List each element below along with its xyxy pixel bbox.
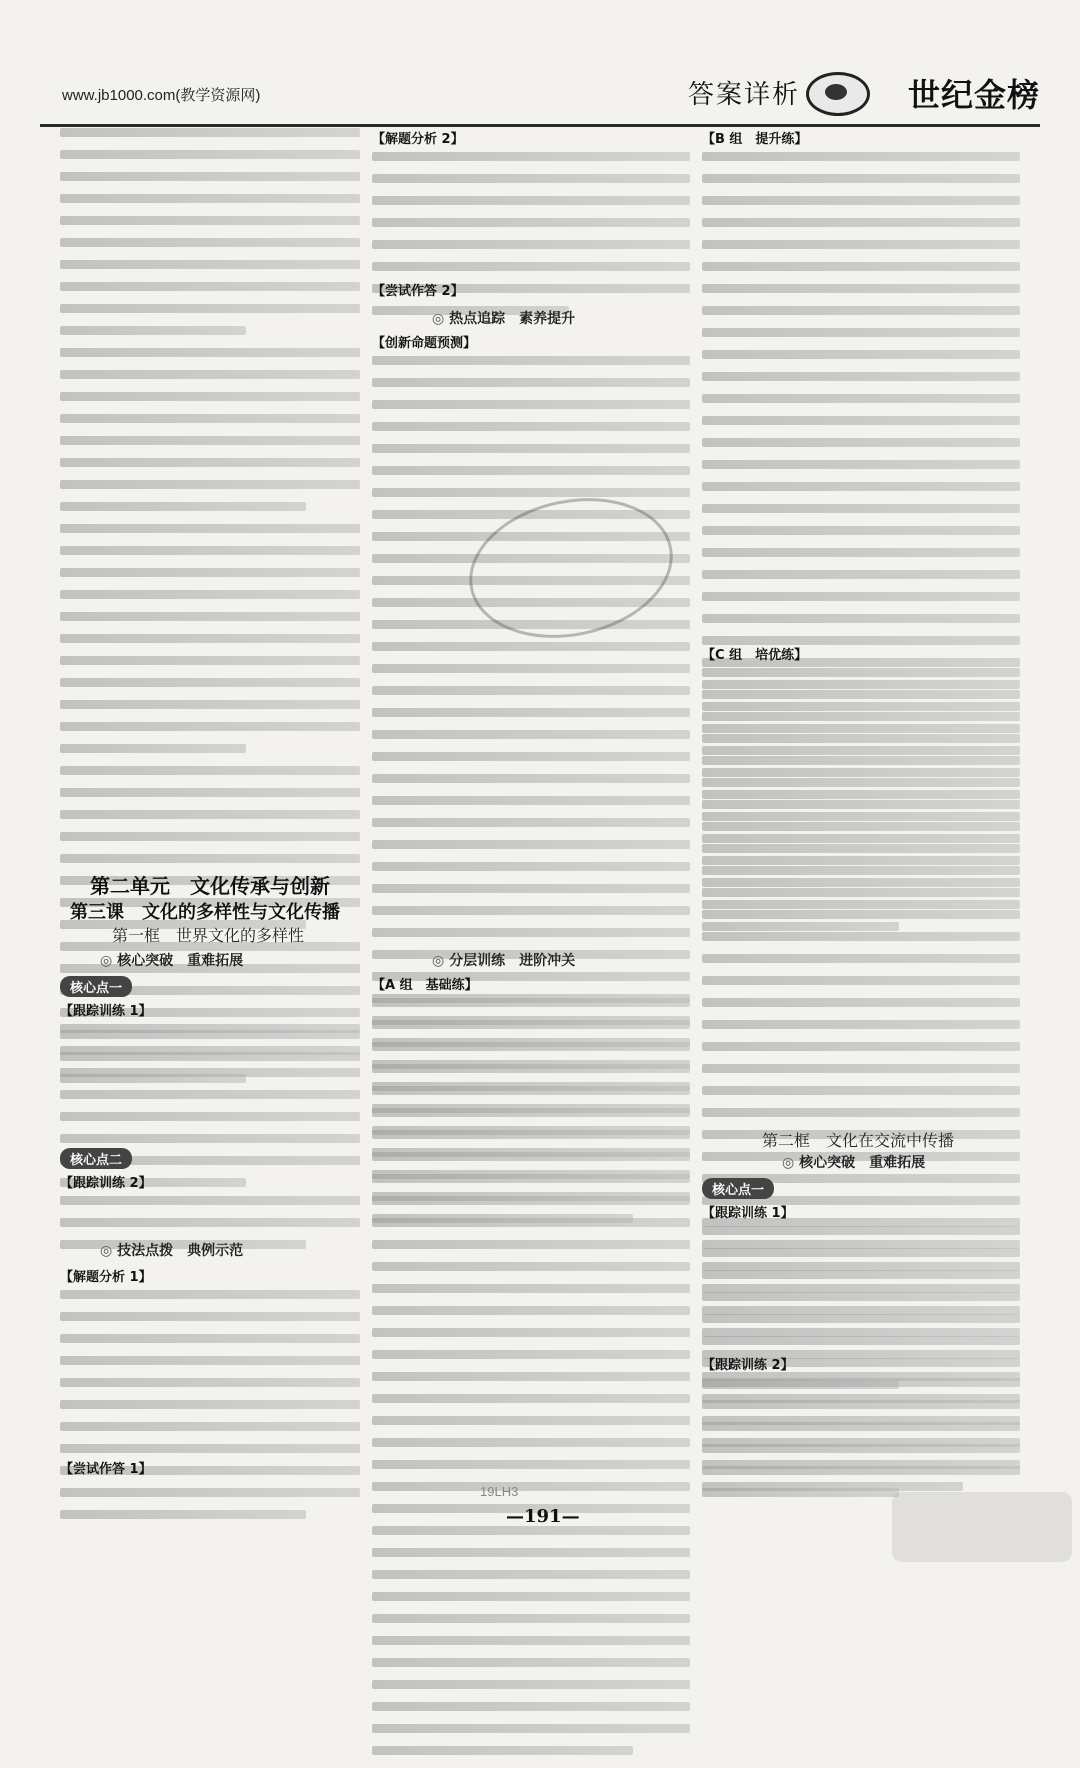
group-b-label: 【B 组 提升练】 <box>702 132 808 147</box>
section-banner-core-2: ◎ 核心突破 重难拓展 <box>782 1152 925 1172</box>
corner-watermark-icon <box>892 1492 1072 1562</box>
innovation-label: 【创新命题预测】 <box>372 336 477 351</box>
section-banner-layered: ◎ 分层训练 进阶冲关 <box>432 950 575 970</box>
site-url: www.jb1000.com(教学资源网) <box>62 87 261 104</box>
track-training-label: 【跟踪训练 2】 <box>702 1358 794 1373</box>
column-right <box>702 128 1020 1508</box>
answer-text-block <box>702 1226 1020 1402</box>
group-c-label: 【C 组 培优练】 <box>702 648 808 663</box>
analysis-label: 【解题分析 1】 <box>60 1270 152 1285</box>
page-number: —191— <box>506 1506 580 1527</box>
section-banner-core: ◎ 核心突破 重难拓展 <box>100 950 243 970</box>
answer-text-block <box>60 1290 360 1532</box>
answer-text-block <box>372 152 690 328</box>
track-training-label: 【跟踪训练 2】 <box>60 1176 152 1191</box>
page-header <box>40 62 1040 127</box>
core-point-tag: 核心点一 <box>702 1178 774 1199</box>
try-answer-label: 【尝试作答 1】 <box>60 1462 152 1477</box>
lesson-title: 第三课 文化的多样性与文化传播 <box>70 902 340 923</box>
unit-title: 第二单元 文化传承与创新 <box>90 874 330 898</box>
print-code: 19LH3 <box>480 1484 519 1499</box>
brand-logo-icon <box>806 72 870 116</box>
core-point-tag: 核心点一 <box>60 976 132 997</box>
try-answer-label: 【尝试作答 2】 <box>372 284 464 299</box>
answer-text-block <box>702 1378 1020 1510</box>
section-banner-skills: ◎ 技法点拨 典例示范 <box>100 1240 243 1260</box>
frame-title: 第一框 世界文化的多样性 <box>112 926 305 945</box>
section-title: 答案详析 <box>687 80 800 110</box>
column-left <box>60 128 360 1508</box>
group-a-label: 【A 组 基础练】 <box>372 978 478 993</box>
frame-title-2: 第二框 文化在交流中传播 <box>762 1131 955 1150</box>
track-training-label: 【跟踪训练 1】 <box>702 1206 794 1221</box>
brand-name: 世纪金榜 <box>907 76 1040 114</box>
core-point-tag: 核心点二 <box>60 1148 132 1169</box>
analysis-label: 【解题分析 2】 <box>372 132 464 147</box>
answer-text-block <box>372 998 690 1768</box>
section-banner-hot: ◎ 热点追踪 素养提升 <box>432 308 575 328</box>
track-training-label: 【跟踪训练 1】 <box>60 1004 152 1019</box>
column-middle <box>372 128 690 1508</box>
